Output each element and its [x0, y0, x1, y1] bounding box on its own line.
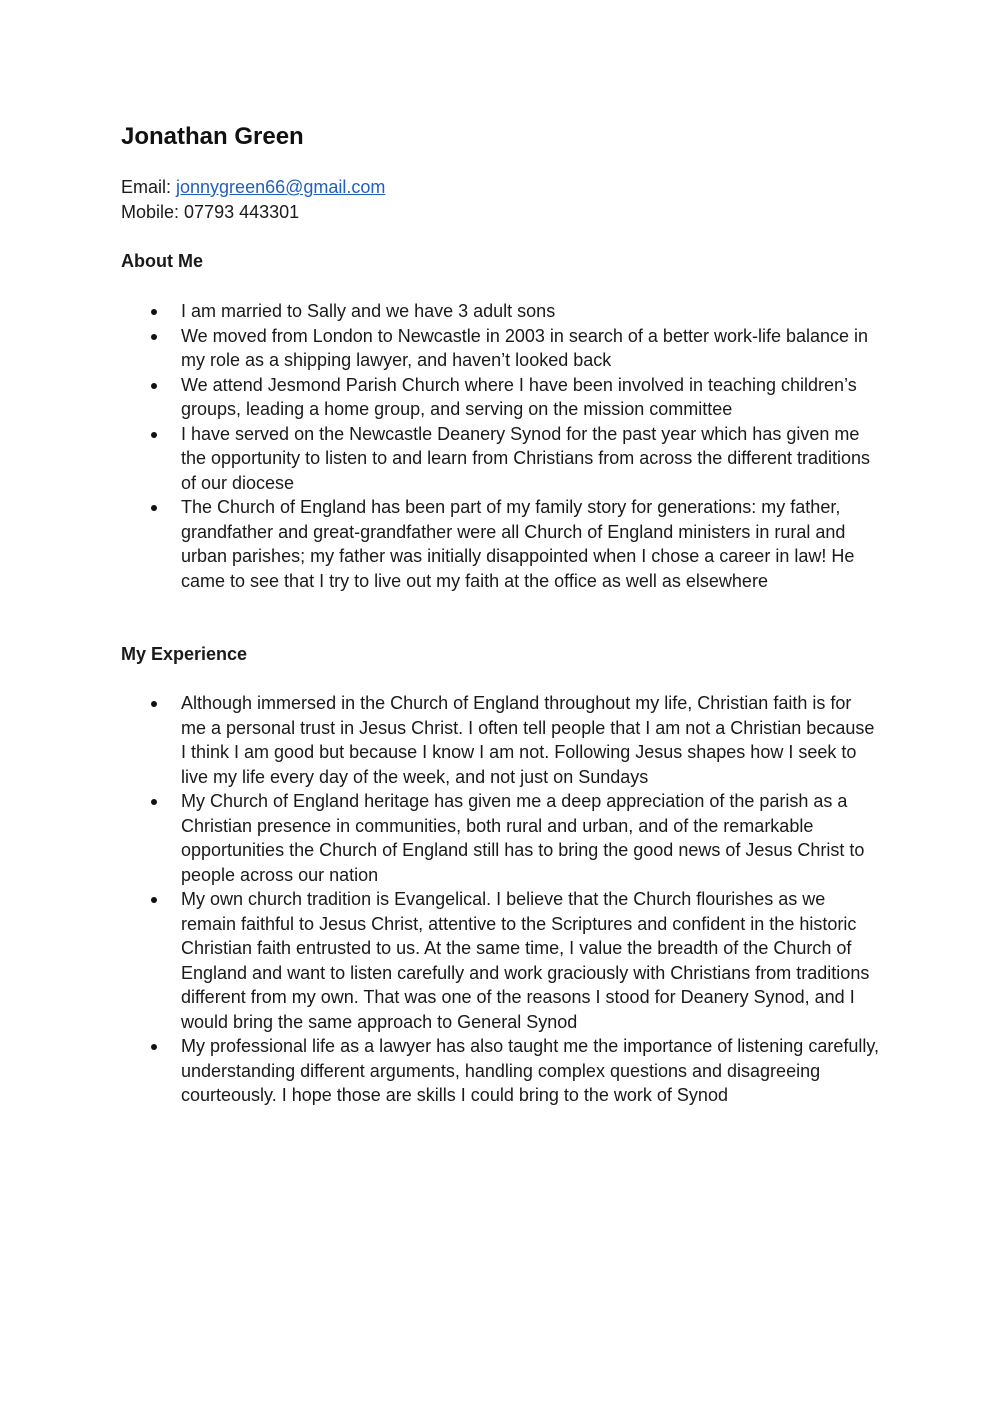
list-item [121, 299, 881, 324]
mobile-label: Mobile: [121, 202, 185, 222]
mobile-line [121, 200, 881, 225]
bullet-icon [151, 309, 157, 315]
email-link[interactable]: jonnygreen66@gmail.com [176, 177, 386, 197]
list-item [121, 887, 881, 1034]
experience-list [121, 691, 881, 1108]
bullet-icon [151, 505, 157, 511]
list-item [121, 422, 881, 496]
list-item [121, 324, 881, 373]
mobile-number: 07793 443301 [184, 202, 300, 222]
list-item-text: I am married to Sally and we have 3 adult sons [181, 301, 556, 321]
list-item-text: Although immersed in the Church of England throughout my life, Christian faith is for me a personal trust in Jesus Christ. I often tell people that I am not a Christian because I think I am good but because I know I am not. Following Jesus shapes how I seek to live my life every day of the week, and not just on Sundays [181, 693, 875, 787]
about-heading: About Me [121, 251, 203, 271]
bullet-icon [151, 1044, 157, 1050]
list-item-text: We attend Jesmond Parish Church where I have been involved in teaching children’s groups, leading a home group, and serving on the mission committee [181, 374, 857, 419]
email-label: Email: [121, 177, 177, 197]
bullet-icon [151, 334, 157, 340]
list-item [121, 789, 881, 887]
list-item-text: My professional life as a lawyer has also taught me the importance of listening carefully, understanding different arguments, handling complex questions and disagreeing courteously. I hope those are skills I could bring to the work of Synod [181, 1036, 880, 1105]
list-item [121, 373, 881, 422]
bullet-icon [151, 897, 157, 903]
email-line [121, 175, 881, 200]
list-item [121, 691, 881, 789]
list-item-text: I have served on the Newcastle Deanery Synod for the past year which has given me the opportunity to listen to and learn from Christians from across the different traditions of our diocese [181, 423, 871, 493]
list-item-text: The Church of England has been part of my family story for generations: my father, grandfather and great-grandfather were all Church of England ministers in rural and urban parishes; my father was initially disappointed when I chose a career in law! He came to see that I try to live out my faith at the office as well as elsewhere [181, 497, 855, 591]
list-item-text: We moved from London to Newcastle in 2003 in search of a better work-life balance in my role as a shipping lawyer, and haven’t looked back [181, 325, 869, 370]
experience-heading: My Experience [121, 644, 248, 664]
list-item-text: My own church tradition is Evangelical. I believe that the Church flourishes as we remain faithful to Jesus Christ, attentive to the Scriptures and confident in the historic Christian faith entrusted to us. At the same time, I value the breadth of the Church of England and want to listen carefully and work graciously with Christians from traditions different from my own. That was one of the reasons I stood for Deanery Synod, and I would bring the same approach to General Synod [181, 889, 870, 1032]
list-item [121, 1034, 881, 1108]
list-item-text: My Church of England heritage has given me a deep appreciation of the parish as a Christian presence in communities, both rural and urban, and of the remarkable opportunities the Church of England still has to bring the good news of Jesus Christ to people across our nation [181, 791, 865, 885]
bullet-icon [151, 432, 157, 438]
bullet-icon [151, 701, 157, 707]
list-item [121, 495, 881, 593]
bullet-icon [151, 799, 157, 805]
contact-block [121, 175, 881, 225]
page-title: Jonathan Green [121, 123, 304, 150]
about-list [121, 299, 881, 593]
document-page [121, 120, 881, 1108]
bullet-icon [151, 383, 157, 389]
